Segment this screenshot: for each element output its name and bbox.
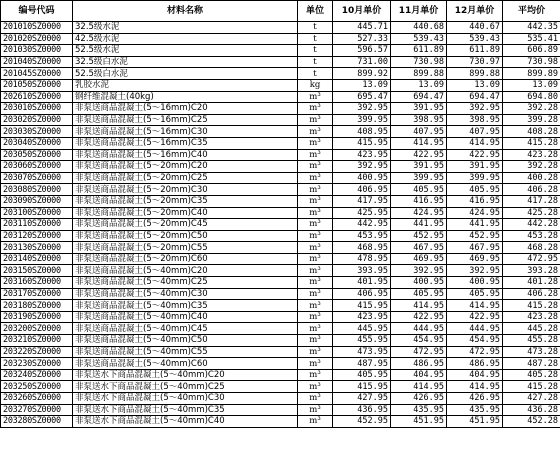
cell-code: 203050SZ0000 [1,149,73,161]
cell-material-name: 非泵送水下商品混凝土(5～40mm)C40 [73,416,298,428]
cell-oct-price: 695.47 [333,91,391,103]
table-row [1,91,560,103]
cell-oct-price: 401.95 [333,277,391,289]
cell-unit: m³ [298,300,333,312]
cell-unit: m³ [298,114,333,126]
cell-dec-price: 391.95 [447,161,503,173]
cell-average-price: 400.28 [503,172,560,184]
table-row [1,68,560,80]
cell-nov-price: 414.95 [391,137,447,149]
cell-average-price: 415.28 [503,137,560,149]
cell-unit: t [298,56,333,68]
cell-nov-price: 404.95 [391,369,447,381]
cell-nov-price: 405.95 [391,288,447,300]
cell-nov-price: 391.95 [391,161,447,173]
cell-unit: m³ [298,219,333,231]
table-row [1,79,560,91]
cell-code: 203180SZ0000 [1,300,73,312]
cell-dec-price: 899.88 [447,68,503,80]
cell-unit: t [298,33,333,45]
cell-oct-price: 408.95 [333,126,391,138]
table-row [1,149,560,161]
cell-oct-price: 13.09 [333,79,391,91]
cell-code: 203250SZ0000 [1,381,73,393]
cell-average-price: 455.28 [503,335,560,347]
cell-average-price: 392.28 [503,103,560,115]
cell-oct-price: 406.95 [333,184,391,196]
cell-dec-price: 422.95 [447,149,503,161]
cell-unit: m³ [298,277,333,289]
cell-dec-price: 407.95 [447,126,503,138]
cell-dec-price: 400.95 [447,277,503,289]
cell-average-price: 452.28 [503,416,560,428]
cell-code: 203160SZ0000 [1,277,73,289]
cell-average-price: 487.28 [503,358,560,370]
cell-oct-price: 400.95 [333,172,391,184]
cell-code: 203130SZ0000 [1,242,73,254]
cell-code: 203210SZ0000 [1,335,73,347]
cell-unit: m³ [298,172,333,184]
cell-material-name: 非泵送商品混凝土(5～40mm)C60 [73,358,298,370]
cell-unit: m³ [298,230,333,242]
cell-dec-price: 422.95 [447,311,503,323]
cell-nov-price: 416.95 [391,195,447,207]
table-row [1,33,560,45]
cell-unit: m³ [298,161,333,173]
cell-unit: m³ [298,323,333,335]
cell-dec-price: 414.95 [447,300,503,312]
header-material-name: 材料名称 [73,1,298,22]
table-row [1,265,560,277]
cell-dec-price: 414.95 [447,137,503,149]
cell-material-name: 非泵送商品混凝土(5～40mm)C35 [73,300,298,312]
cell-nov-price: 440.68 [391,22,447,34]
cell-average-price: 406.28 [503,288,560,300]
cell-average-price: 423.28 [503,149,560,161]
cell-nov-price: 730.98 [391,56,447,68]
cell-unit: m³ [298,369,333,381]
cell-unit: m³ [298,137,333,149]
cell-average-price: 415.28 [503,300,560,312]
cell-average-price: 468.28 [503,242,560,254]
cell-average-price: 408.28 [503,126,560,138]
cell-average-price: 442.35 [503,22,560,34]
table-body [1,22,560,428]
cell-dec-price: 694.47 [447,91,503,103]
cell-material-name: 42.5级水泥 [73,33,298,45]
cell-code: 201050SZ0000 [1,79,73,91]
cell-oct-price: 393.95 [333,265,391,277]
cell-nov-price: 398.95 [391,114,447,126]
cell-nov-price: 13.09 [391,79,447,91]
cell-unit: m³ [298,126,333,138]
table-row [1,103,560,115]
cell-average-price: 406.28 [503,184,560,196]
cell-nov-price: 454.95 [391,335,447,347]
cell-oct-price: 473.95 [333,346,391,358]
cell-material-name: 非泵送商品混凝土(5～20mm)C30 [73,184,298,196]
table-row [1,242,560,254]
cell-code: 203020SZ0000 [1,114,73,126]
cell-average-price: 13.09 [503,79,560,91]
cell-unit: m³ [298,393,333,405]
cell-material-name: 非泵送商品混凝土(5～20mm)C45 [73,219,298,231]
table-row [1,288,560,300]
cell-average-price: 473.28 [503,346,560,358]
cell-average-price: 694.80 [503,91,560,103]
cell-oct-price: 452.95 [333,416,391,428]
cell-material-name: 非泵送商品混凝土(5～16mm)C35 [73,137,298,149]
table-row [1,45,560,57]
cell-average-price: 423.28 [503,311,560,323]
cell-average-price: 445.28 [503,323,560,335]
cell-unit: m³ [298,416,333,428]
cell-unit: m³ [298,242,333,254]
cell-oct-price: 415.95 [333,137,391,149]
cell-code: 203110SZ0000 [1,219,73,231]
cell-oct-price: 487.95 [333,358,391,370]
cell-material-name: 非泵送商品混凝土(5～20mm)C35 [73,195,298,207]
cell-code: 201020SZ0000 [1,33,73,45]
table-row [1,184,560,196]
table-row [1,207,560,219]
cell-code: 203010SZ0000 [1,103,73,115]
table-row [1,300,560,312]
cell-unit: m³ [298,253,333,265]
cell-unit: m³ [298,103,333,115]
cell-nov-price: 472.95 [391,346,447,358]
cell-dec-price: 399.95 [447,172,503,184]
table-row [1,22,560,34]
cell-material-name: 非泵送商品混凝土(5～20mm)C50 [73,230,298,242]
cell-material-name: 52.5级白水泥 [73,68,298,80]
cell-nov-price: 467.95 [391,242,447,254]
cell-material-name: 非泵送商品混凝土(5～16mm)C30 [73,126,298,138]
cell-oct-price: 445.95 [333,323,391,335]
cell-unit: m³ [298,311,333,323]
cell-code: 203190SZ0000 [1,311,73,323]
cell-unit: m³ [298,207,333,219]
cell-material-name: 非泵送商品混凝土(5～40mm)C30 [73,288,298,300]
header-dec-price: 12月单价 [447,1,503,22]
cell-code: 201010SZ0000 [1,22,73,34]
cell-code: 203240SZ0000 [1,369,73,381]
table-row [1,230,560,242]
cell-dec-price: 486.95 [447,358,503,370]
table-row [1,219,560,231]
cell-nov-price: 399.95 [391,172,447,184]
table-row [1,335,560,347]
cell-material-name: 非泵送水下商品混凝土(5～40mm)C35 [73,404,298,416]
cell-nov-price: 405.95 [391,184,447,196]
cell-unit: m³ [298,149,333,161]
cell-unit: t [298,22,333,34]
cell-oct-price: 425.95 [333,207,391,219]
cell-average-price: 730.98 [503,56,560,68]
cell-material-name: 非泵送商品混凝土(5～40mm)C45 [73,323,298,335]
cell-nov-price: 391.95 [391,103,447,115]
table-row [1,172,560,184]
cell-material-name: 非泵送商品混凝土(5～40mm)C20 [73,265,298,277]
cell-unit: m³ [298,358,333,370]
cell-unit: m³ [298,288,333,300]
cell-nov-price: 441.95 [391,219,447,231]
cell-oct-price: 453.95 [333,230,391,242]
cell-oct-price: 392.95 [333,103,391,115]
cell-code: 203170SZ0000 [1,288,73,300]
cell-material-name: 非泵送商品混凝土(5～16mm)C25 [73,114,298,126]
cell-nov-price: 424.95 [391,207,447,219]
table-row [1,346,560,358]
cell-nov-price: 452.95 [391,230,447,242]
cell-nov-price: 539.43 [391,33,447,45]
table-row [1,137,560,149]
cell-code: 203230SZ0000 [1,358,73,370]
cell-code: 203270SZ0000 [1,404,73,416]
cell-nov-price: 899.88 [391,68,447,80]
cell-oct-price: 436.95 [333,404,391,416]
cell-nov-price: 435.95 [391,404,447,416]
cell-average-price: 436.28 [503,404,560,416]
cell-nov-price: 486.95 [391,358,447,370]
cell-material-name: 非泵送水下商品混凝土(5～40mm)C30 [73,393,298,405]
cell-oct-price: 899.92 [333,68,391,80]
table-row [1,126,560,138]
cell-oct-price: 468.95 [333,242,391,254]
cell-dec-price: 454.95 [447,335,503,347]
cell-dec-price: 404.95 [447,369,503,381]
cell-unit: m³ [298,346,333,358]
cell-oct-price: 415.95 [333,300,391,312]
cell-unit: m³ [298,404,333,416]
cell-dec-price: 13.09 [447,79,503,91]
cell-nov-price: 414.95 [391,300,447,312]
cell-average-price: 417.28 [503,195,560,207]
cell-oct-price: 527.33 [333,33,391,45]
cell-dec-price: 469.95 [447,253,503,265]
header-code: 编号代码 [1,1,73,22]
cell-oct-price: 399.95 [333,114,391,126]
table-row [1,311,560,323]
cell-code: 203260SZ0000 [1,393,73,405]
table-row [1,195,560,207]
cell-nov-price: 400.95 [391,277,447,289]
cell-code: 203070SZ0000 [1,172,73,184]
cell-nov-price: 451.95 [391,416,447,428]
header-nov-price: 11月单价 [391,1,447,22]
cell-dec-price: 435.95 [447,404,503,416]
cell-material-name: 32.5级白水泥 [73,56,298,68]
cell-code: 203100SZ0000 [1,207,73,219]
cell-oct-price: 415.95 [333,381,391,393]
cell-dec-price: 405.95 [447,184,503,196]
cell-nov-price: 414.95 [391,381,447,393]
cell-oct-price: 405.95 [333,369,391,381]
cell-material-name: 32.5级水泥 [73,22,298,34]
cell-code: 203090SZ0000 [1,195,73,207]
cell-code: 203280SZ0000 [1,416,73,428]
cell-average-price: 393.28 [503,265,560,277]
cell-oct-price: 455.95 [333,335,391,347]
header-average-price: 平均价 [503,1,560,22]
cell-average-price: 415.28 [503,381,560,393]
cell-dec-price: 441.95 [447,219,503,231]
cell-material-name: 非泵送商品混凝土(5～20mm)C40 [73,207,298,219]
cell-oct-price: 731.00 [333,56,391,68]
cell-material-name: 非泵送商品混凝土(5～40mm)C40 [73,311,298,323]
cell-average-price: 399.28 [503,114,560,126]
cell-average-price: 899.89 [503,68,560,80]
cell-nov-price: 422.95 [391,149,447,161]
cell-nov-price: 407.95 [391,126,447,138]
table-row [1,393,560,405]
cell-unit: m³ [298,265,333,277]
cell-nov-price: 426.95 [391,393,447,405]
cell-oct-price: 442.95 [333,219,391,231]
cell-unit: t [298,45,333,57]
cell-code: 203040SZ0000 [1,137,73,149]
cell-unit: m³ [298,91,333,103]
table-row [1,253,560,265]
cell-code: 203150SZ0000 [1,265,73,277]
cell-dec-price: 611.89 [447,45,503,57]
cell-oct-price: 423.95 [333,311,391,323]
cell-dec-price: 730.97 [447,56,503,68]
cell-nov-price: 611.89 [391,45,447,57]
cell-nov-price: 444.95 [391,323,447,335]
table-row [1,381,560,393]
cell-dec-price: 426.95 [447,393,503,405]
cell-dec-price: 440.67 [447,22,503,34]
cell-average-price: 405.28 [503,369,560,381]
cell-code: 203140SZ0000 [1,253,73,265]
cell-nov-price: 469.95 [391,253,447,265]
cell-code: 203120SZ0000 [1,230,73,242]
cell-material-name: 钢纤维混凝土(40kg) [73,91,298,103]
cell-oct-price: 406.95 [333,288,391,300]
cell-average-price: 392.28 [503,161,560,173]
cell-dec-price: 452.95 [447,230,503,242]
cell-unit: t [298,68,333,80]
cell-material-name: 非泵送水下商品混凝土(5～40mm)C25 [73,381,298,393]
cell-nov-price: 392.95 [391,265,447,277]
cell-code: 203220SZ0000 [1,346,73,358]
cell-code: 203080SZ0000 [1,184,73,196]
table-row [1,416,560,428]
cell-average-price: 427.28 [503,393,560,405]
cell-material-name: 非泵送商品混凝土(5～40mm)C25 [73,277,298,289]
table-row [1,404,560,416]
table-row [1,358,560,370]
cell-dec-price: 539.43 [447,33,503,45]
cell-code: 203060SZ0000 [1,161,73,173]
header-unit: 单位 [298,1,333,22]
cell-unit: m³ [298,184,333,196]
cell-code: 203030SZ0000 [1,126,73,138]
table-row [1,277,560,289]
cell-dec-price: 472.95 [447,346,503,358]
cell-dec-price: 444.95 [447,323,503,335]
cell-dec-price: 416.95 [447,195,503,207]
cell-material-name: 非泵送商品混凝土(5～40mm)C55 [73,346,298,358]
cell-average-price: 453.28 [503,230,560,242]
cell-material-name: 乳胶水泥 [73,79,298,91]
cell-unit: m³ [298,335,333,347]
cell-average-price: 535.41 [503,33,560,45]
cell-unit: m³ [298,195,333,207]
cell-material-name: 非泵送水下商品混凝土(5～40mm)C20 [73,369,298,381]
cell-average-price: 425.28 [503,207,560,219]
cell-oct-price: 392.95 [333,161,391,173]
table-row [1,161,560,173]
cell-code: 201030SZ0000 [1,45,73,57]
cell-oct-price: 596.57 [333,45,391,57]
cell-average-price: 472.95 [503,253,560,265]
cell-material-name: 非泵送商品混凝土(5～40mm)C50 [73,335,298,347]
cell-material-name: 非泵送商品混凝土(5～20mm)C55 [73,242,298,254]
cell-average-price: 401.28 [503,277,560,289]
cell-code: 201045SZ0000 [1,68,73,80]
table-row [1,114,560,126]
cell-material-name: 非泵送商品混凝土(5～20mm)C20 [73,161,298,173]
cell-code: 201040SZ0000 [1,56,73,68]
cell-oct-price: 427.95 [333,393,391,405]
cell-nov-price: 422.95 [391,311,447,323]
cell-oct-price: 423.95 [333,149,391,161]
cell-nov-price: 694.47 [391,91,447,103]
cell-code: 202610SZ0000 [1,91,73,103]
cell-dec-price: 424.95 [447,207,503,219]
cell-dec-price: 414.95 [447,381,503,393]
cell-material-name: 非泵送商品混凝土(5～16mm)C20 [73,103,298,115]
cell-dec-price: 467.95 [447,242,503,254]
cell-dec-price: 392.95 [447,103,503,115]
cell-material-name: 非泵送商品混凝土(5～20mm)C60 [73,253,298,265]
header-row [1,1,560,22]
cell-material-name: 非泵送商品混凝土(5～20mm)C25 [73,172,298,184]
cell-unit: kg [298,79,333,91]
cell-dec-price: 398.95 [447,114,503,126]
cell-code: 203200SZ0000 [1,323,73,335]
table-row [1,56,560,68]
cell-average-price: 442.28 [503,219,560,231]
cell-oct-price: 445.71 [333,22,391,34]
cell-material-name: 非泵送商品混凝土(5～16mm)C40 [73,149,298,161]
cell-oct-price: 417.95 [333,195,391,207]
cell-dec-price: 405.95 [447,288,503,300]
cell-average-price: 606.89 [503,45,560,57]
cell-material-name: 52.5级水泥 [73,45,298,57]
table-row [1,323,560,335]
cell-dec-price: 392.95 [447,265,503,277]
cell-dec-price: 451.95 [447,416,503,428]
cell-oct-price: 478.95 [333,253,391,265]
table-row [1,369,560,381]
cell-unit: m³ [298,381,333,393]
header-oct-price: 10月单价 [333,1,391,22]
